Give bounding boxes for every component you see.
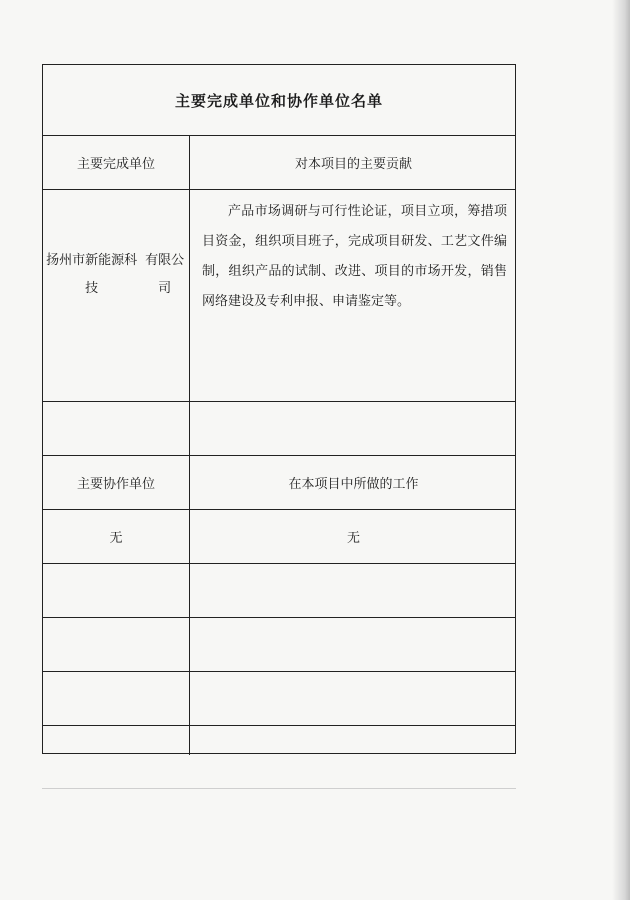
cooperation-unit-value: 无 (109, 530, 123, 546)
scan-edge-shadow (612, 0, 630, 900)
row-divider (43, 563, 515, 564)
contribution-text: 产品市场调研与可行性论证，项目立项，筹措项目资金，组织项目班子，完成项目研发、工艺文件编制，组织产品的试制、改进、项目的市场开发，销售网络建设及专利申报、申请鉴定等。 (202, 204, 507, 309)
row-divider (43, 671, 515, 672)
unit-name-line2: 有限公司 (145, 253, 185, 296)
cooperation-unit-header: 主要协作单位 (76, 476, 155, 492)
unit-name-line1: 扬州市新能源科技 (46, 253, 138, 296)
cooperation-work-value: 无 (346, 530, 360, 546)
completion-unit-header: 主要完成单位 (76, 156, 155, 172)
row-divider (43, 401, 515, 402)
cooperation-work-header: 在本项目中所做的工作 (288, 476, 419, 492)
contribution-header: 对本项目的主要贡献 (294, 156, 412, 172)
units-table (42, 64, 516, 754)
row-divider (43, 725, 515, 726)
table-title: 主要完成单位和协作单位名单 (174, 91, 383, 110)
completion-unit-name (43, 215, 189, 335)
row-divider (43, 617, 515, 618)
page-bottom-rule (42, 788, 516, 789)
